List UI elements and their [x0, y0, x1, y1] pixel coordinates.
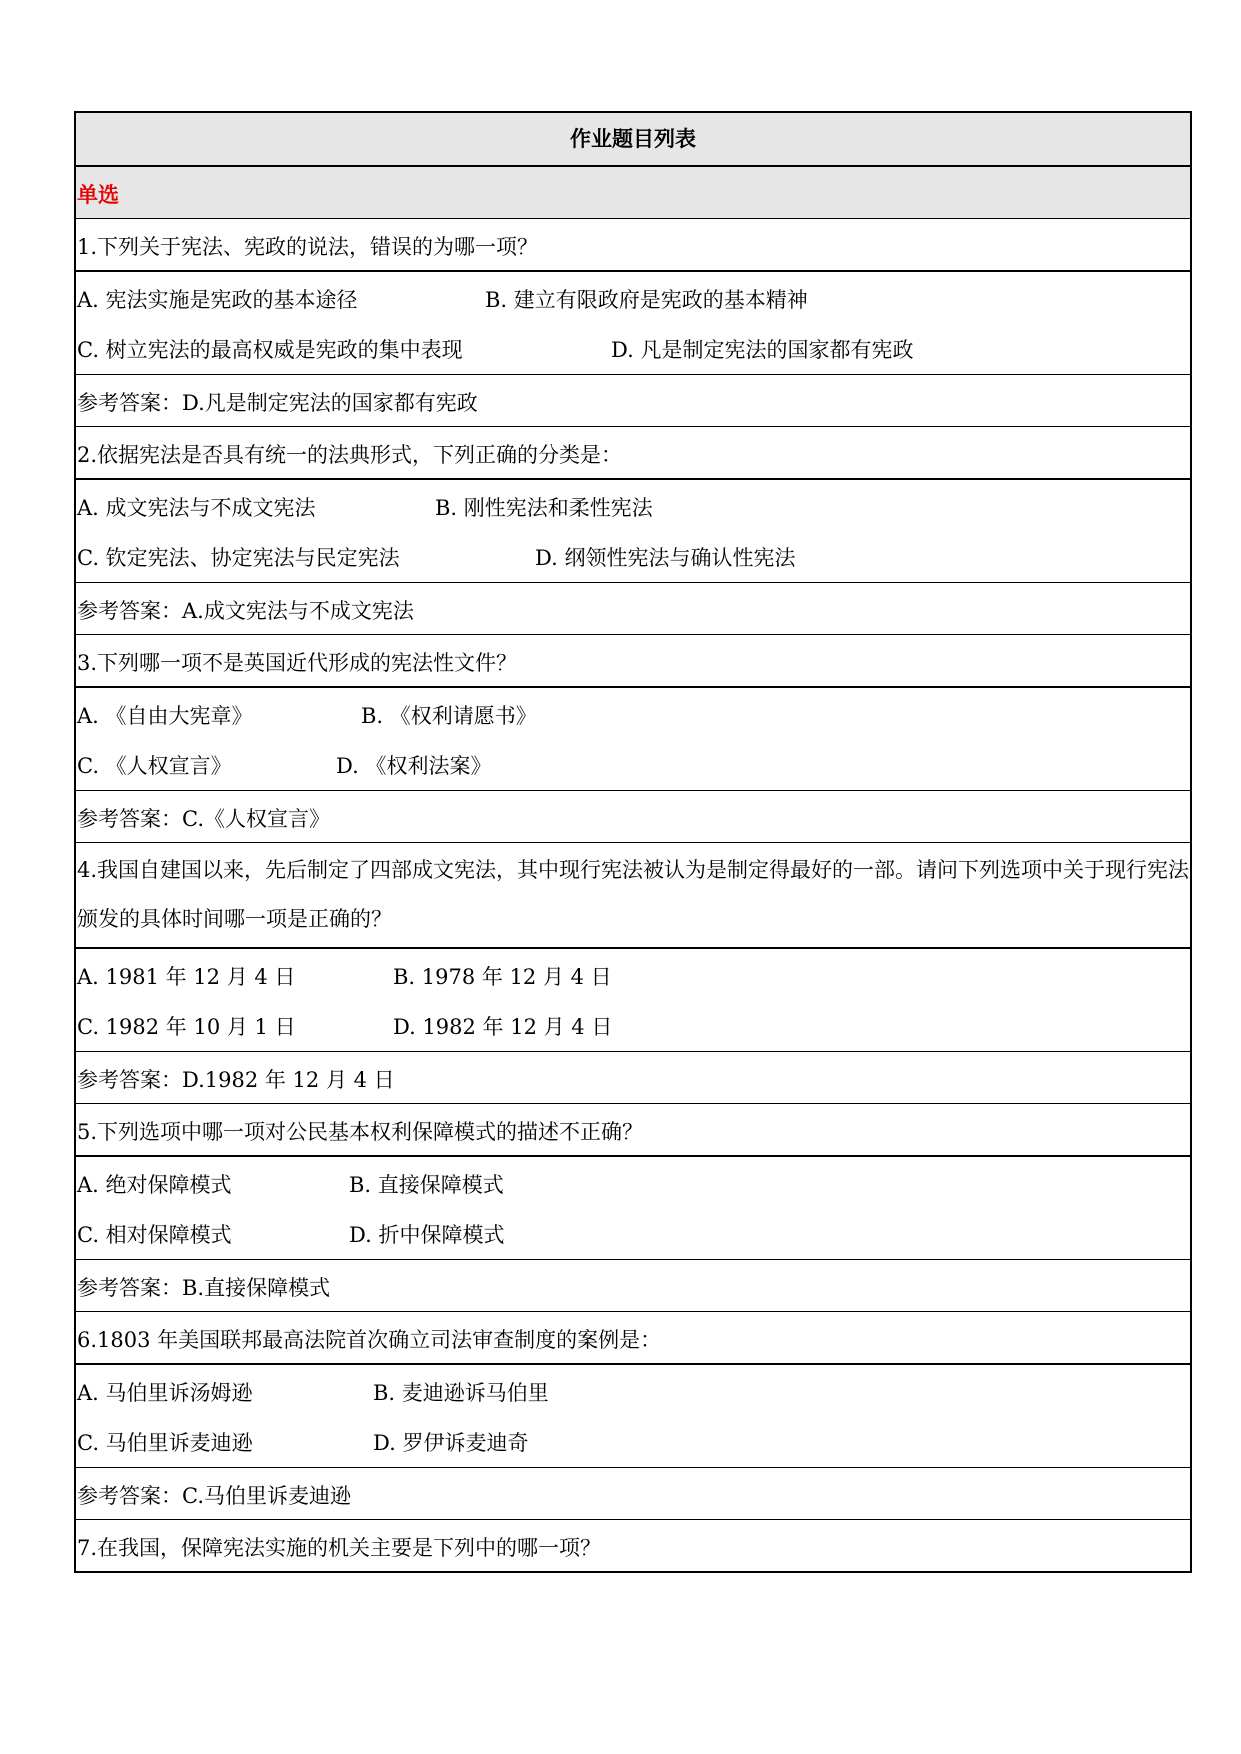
- options-4: [76, 947, 1190, 1051]
- answer-5: 参考答案：B.直接保障模式: [76, 1259, 1190, 1311]
- question-3: 3.下列哪一项不是英国近代形成的宪法性文件？: [76, 634, 1190, 686]
- option-2d: D. 纲领性宪法与确认性宪法: [535, 546, 796, 570]
- answer-6: 参考答案：C.马伯里诉麦迪逊: [76, 1467, 1190, 1519]
- option-4c: C. 1982 年 10 月 1 日: [77, 1015, 296, 1039]
- options-2: [76, 478, 1190, 582]
- option-2a: A. 成文宪法与不成文宪法: [77, 496, 316, 520]
- question-7: 7.在我国，保障宪法实施的机关主要是下列中的哪一项？: [76, 1519, 1190, 1571]
- option-3d: D. 《权利法案》: [336, 754, 492, 778]
- question-6: 6.1803 年美国联邦最高法院首次确立司法审查制度的案例是：: [76, 1311, 1190, 1363]
- option-4a: A. 1981 年 12 月 4 日: [77, 965, 296, 989]
- option-2c: C. 钦定宪法、协定宪法与民定宪法: [77, 546, 400, 570]
- section-label: 单选: [76, 165, 1190, 218]
- options-6: [76, 1363, 1190, 1467]
- option-6d: D. 罗伊诉麦迪奇: [373, 1431, 529, 1455]
- options-3: [76, 686, 1190, 790]
- option-1d: D. 凡是制定宪法的国家都有宪政: [611, 338, 914, 362]
- question-4: 4.我国自建国以来，先后制定了四部成文宪法，其中现行宪法被认为是制定得最好的一部。请问下列选项中关于现行宪法颁发的具体时间哪一项是正确的？: [76, 842, 1190, 947]
- option-4b: B. 1978 年 12 月 4 日: [393, 965, 612, 989]
- option-5a: A. 绝对保障模式: [77, 1173, 232, 1197]
- option-6a: A. 马伯里诉汤姆逊: [77, 1381, 253, 1405]
- option-3c: C. 《人权宣言》: [77, 754, 232, 778]
- option-6c: C. 马伯里诉麦迪逊: [77, 1431, 253, 1455]
- option-3b: B. 《权利请愿书》: [361, 704, 537, 728]
- option-1c: C. 树立宪法的最高权威是宪政的集中表现: [77, 338, 463, 362]
- options-5: [76, 1155, 1190, 1259]
- option-1b: B. 建立有限政府是宪政的基本精神: [485, 288, 808, 312]
- option-4d: D. 1982 年 12 月 4 日: [393, 1015, 613, 1039]
- question-sheet: [74, 111, 1192, 1573]
- answer-3: 参考答案：C.《人权宣言》: [76, 790, 1190, 842]
- option-1a: A. 宪法实施是宪政的基本途径: [77, 288, 358, 312]
- question-2: 2.依据宪法是否具有统一的法典形式，下列正确的分类是：: [76, 426, 1190, 478]
- answer-1: 参考答案：D.凡是制定宪法的国家都有宪政: [76, 374, 1190, 426]
- question-5: 5.下列选项中哪一项对公民基本权利保障模式的描述不正确？: [76, 1103, 1190, 1155]
- option-2b: B. 刚性宪法和柔性宪法: [435, 496, 653, 520]
- option-5c: C. 相对保障模式: [77, 1223, 232, 1247]
- option-3a: A. 《自由大宪章》: [77, 704, 253, 728]
- question-1: 1.下列关于宪法、宪政的说法，错误的为哪一项？: [76, 218, 1190, 270]
- sheet-title: 作业题目列表: [76, 113, 1190, 165]
- options-1: [76, 270, 1190, 374]
- answer-4: 参考答案：D.1982 年 12 月 4 日: [76, 1051, 1190, 1103]
- option-5b: B. 直接保障模式: [349, 1173, 504, 1197]
- option-5d: D. 折中保障模式: [349, 1223, 505, 1247]
- option-6b: B. 麦迪逊诉马伯里: [373, 1381, 549, 1405]
- answer-2: 参考答案：A.成文宪法与不成文宪法: [76, 582, 1190, 634]
